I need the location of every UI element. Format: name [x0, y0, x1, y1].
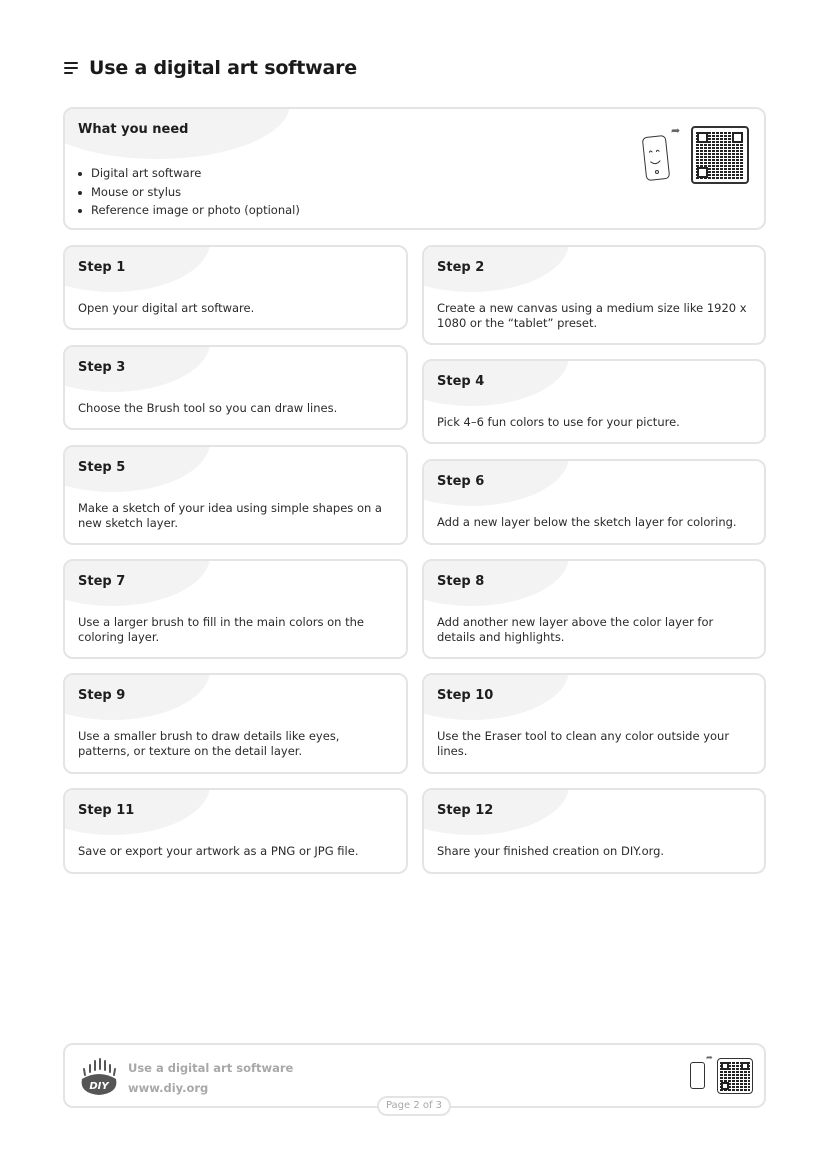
diy-logo[interactable] — [79, 1057, 119, 1097]
qr-code[interactable] — [691, 126, 749, 184]
arrow-icon: ➦ — [706, 1053, 713, 1062]
step-text: Use a smaller brush to draw details like eyes, patterns, or texture on the detail layer. — [78, 729, 340, 758]
page-indicator: Page 2 of 3 — [377, 1096, 451, 1116]
what-you-need-heading: What you need — [78, 122, 189, 137]
list-item: Mouse or stylus — [91, 183, 300, 202]
step-card-11 — [63, 788, 408, 874]
step-card-4 — [422, 359, 766, 444]
step-text: Pick 4–6 fun colors to use for your picture. — [437, 415, 680, 429]
page-header — [64, 56, 357, 80]
step-text: Use a larger brush to fill in the main colors on the coloring layer. — [78, 615, 364, 644]
step-card-8 — [422, 559, 766, 659]
step-card-1 — [63, 245, 408, 330]
step-text: Add a new layer below the sketch layer for coloring. — [437, 515, 737, 529]
step-card-10 — [422, 673, 766, 774]
qr-code-small[interactable] — [717, 1058, 753, 1094]
step-card-3 — [63, 345, 408, 430]
phone-scan-icon — [642, 135, 670, 181]
needs-list — [91, 164, 300, 220]
step-card-2 — [422, 245, 766, 345]
step-label: Step 9 — [78, 688, 126, 703]
step-label: Step 7 — [78, 574, 126, 589]
step-text: Open your digital art software. — [78, 301, 255, 315]
step-card-12 — [422, 788, 766, 874]
step-card-5 — [63, 445, 408, 545]
step-card-6 — [422, 459, 766, 545]
step-label: Step 12 — [437, 803, 494, 818]
step-text: Share your finished creation on DIY.org. — [437, 844, 665, 858]
menu-icon[interactable] — [64, 62, 78, 74]
list-item: Reference image or photo (optional) — [91, 201, 300, 220]
step-label: Step 5 — [78, 460, 126, 475]
step-text: Create a new canvas using a medium size like 1920 x 1080 or the “tablet” preset. — [437, 301, 747, 330]
diy-logo-text: DIY — [89, 1081, 109, 1092]
step-text: Use the Eraser tool to clean any color outside your lines. — [437, 729, 730, 758]
step-label: Step 1 — [78, 260, 126, 275]
step-text: Make a sketch of your idea using simple shapes on a new sketch layer. — [78, 501, 382, 530]
what-you-need-card — [63, 107, 766, 230]
step-text: Save or export your artwork as a PNG or JPG file. — [78, 844, 359, 858]
page-title: Use a digital art software — [89, 57, 357, 79]
arrow-icon: ➦ — [671, 124, 681, 137]
step-card-9 — [63, 673, 408, 774]
step-card-7 — [63, 559, 408, 659]
phone-scan-icon — [690, 1062, 705, 1089]
step-label: Step 10 — [437, 688, 494, 703]
step-label: Step 6 — [437, 474, 485, 489]
step-label: Step 11 — [78, 803, 135, 818]
step-text: Choose the Brush tool so you can draw lines. — [78, 401, 338, 415]
step-label: Step 3 — [78, 360, 126, 375]
step-label: Step 8 — [437, 574, 485, 589]
step-label: Step 2 — [437, 260, 485, 275]
list-item: Digital art software — [91, 164, 300, 183]
footer-url[interactable]: www.diy.org — [128, 1081, 209, 1095]
footer-title: Use a digital art software — [128, 1061, 294, 1075]
step-label: Step 4 — [437, 374, 485, 389]
step-text: Add another new layer above the color layer for details and highlights. — [437, 615, 714, 644]
